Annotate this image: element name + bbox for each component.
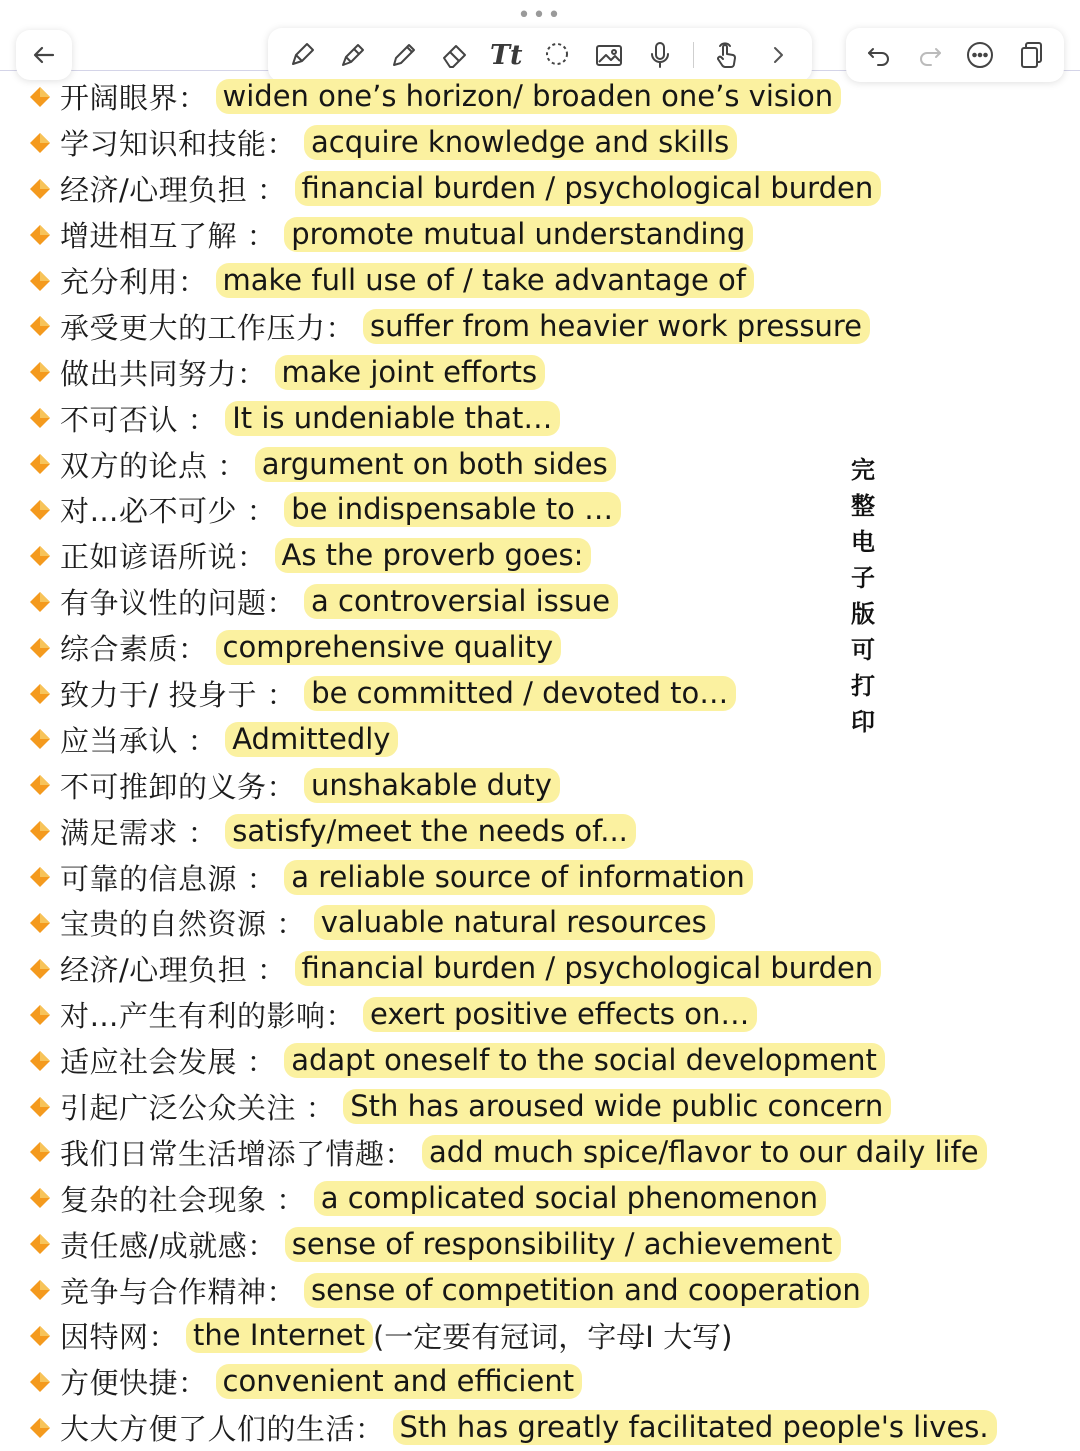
side-note-char: 印 [851,708,875,736]
diamond-bullet-icon [30,959,50,979]
side-note [848,452,878,740]
phrase-row [30,762,1070,808]
phrase-row [30,120,1070,166]
chinese-term: 对…必不可少 ： [60,494,277,529]
diamond-bullet-icon [30,867,50,887]
chinese-term: 经济/心理负担 ： [60,173,287,208]
english-translation: suffer from heavier work pressure [363,309,870,344]
phrase-row [30,1221,1070,1267]
chinese-term: 充分利用： [60,265,208,299]
diamond-bullet-icon [30,1005,50,1025]
diamond-bullet-icon [30,1280,50,1300]
chinese-term: 不可否认 ： [60,402,218,437]
diamond-bullet-icon [30,316,50,336]
phrase-row [30,625,1070,671]
english-translation: comprehensive quality [216,630,562,665]
window-grabber[interactable]: ••• [517,3,563,28]
chinese-term: 可靠的信息源 ： [60,861,277,896]
english-translation: the Internet [186,1318,373,1353]
chinese-term: 做出共同努力： [60,356,267,391]
chinese-term: 适应社会发展 ： [60,1045,277,1080]
english-translation: widen one’s horizon/ broaden one’s vision [216,79,842,114]
phrase-row [30,1313,1070,1359]
highlighter-icon[interactable] [335,37,371,73]
microphone-icon[interactable] [642,37,678,73]
chinese-term: 综合素质： [60,632,208,667]
chinese-term: 承受更大的工作压力： [60,310,356,345]
english-translation: a complicated social phenomenon [314,1181,826,1216]
phrase-row [30,900,1070,946]
chinese-term: 正如谚语所说： [60,540,267,575]
english-translation: be committed / devoted to… [304,676,736,711]
english-translation: satisfy/meet the needs of... [225,814,636,849]
chinese-term: 因特网： [60,1320,179,1355]
english-translation: a controversial issue [304,584,618,619]
chinese-term: 我们日常生活增添了情趣： [60,1136,415,1171]
diamond-bullet-icon [30,1142,50,1162]
english-translation: a reliable source of information [284,860,753,895]
diamond-bullet-icon [30,821,50,841]
redo-icon[interactable] [912,37,948,73]
side-note-char: 整 [851,492,875,520]
phrase-row [30,166,1070,212]
phrase-row [30,808,1070,854]
english-translation: financial burden / psychological burden [295,171,882,206]
side-note-char: 子 [851,564,875,592]
diamond-bullet-icon [30,546,50,566]
diamond-bullet-icon [30,225,50,245]
chinese-term: 经济/心理负担 ： [60,953,287,988]
english-translation: It is undeniable that… [225,401,560,436]
diamond-bullet-icon [30,913,50,933]
english-translation: make full use of / take advantage of [216,263,755,298]
diamond-bullet-icon [30,1418,50,1438]
chinese-term: 增进相互了解 ： [60,219,277,254]
diamond-bullet-icon [30,1234,50,1254]
english-translation: As the proverb goes: [275,538,592,573]
phrase-row [30,74,1070,120]
diamond-bullet-icon [30,1372,50,1392]
touch-gesture-icon[interactable] [709,37,745,73]
phrase-row [30,1084,1070,1130]
chinese-term: 双方的论点 ： [60,448,247,483]
chinese-term: 方便快捷： [60,1366,208,1401]
diamond-bullet-icon [30,1051,50,1071]
back-button[interactable] [16,30,72,80]
pencil-icon[interactable] [386,37,422,73]
english-translation: add much spice/flavor to our daily life [422,1135,987,1170]
chinese-term: 学习知识和技能： [60,127,297,162]
english-translation: acquire knowledge and skills [304,125,737,160]
english-translation: convenient and efficient [216,1364,583,1399]
chinese-term: 对…产生有利的影响： [60,999,356,1034]
phrase-row [30,1267,1070,1313]
phrase-row [30,1405,1070,1451]
english-translation: unshakable duty [304,768,560,803]
chinese-term: 竞争与合作精神： [60,1274,297,1309]
english-translation: Sth has greatly facilitated people's lives. [393,1410,997,1445]
phrase-row [30,395,1070,441]
side-note-char: 版 [851,600,875,628]
diamond-bullet-icon [30,271,50,291]
english-translation: promote mutual understanding [284,217,753,252]
english-translation: adapt oneself to the social development [284,1043,885,1078]
phrase-row [30,1038,1070,1084]
english-translation: valuable natural resources [314,905,715,940]
diamond-bullet-icon [30,729,50,749]
chevron-right-icon[interactable] [760,37,796,73]
side-note-char: 电 [851,528,875,556]
chinese-term: 致力于/ 投身于 ： [60,678,297,713]
phrase-row [30,671,1070,717]
diamond-bullet-icon [30,87,50,107]
diamond-bullet-icon [30,592,50,612]
pages-icon[interactable] [1013,37,1049,73]
diamond-bullet-icon [30,684,50,704]
chinese-term: 大大方便了人们的生活： [60,1412,385,1447]
diamond-bullet-icon [30,1097,50,1117]
phrase-row [30,946,1070,992]
side-note-char: 打 [851,672,875,700]
phrase-row [30,716,1070,762]
phrase-row [30,258,1070,304]
english-translation: be indispensable to … [284,492,621,527]
undo-icon[interactable] [861,37,897,73]
diamond-bullet-icon [30,362,50,382]
chinese-term: 宝贵的自然资源 ： [60,907,306,942]
diamond-bullet-icon [30,1326,50,1346]
toolbar-separator [693,42,694,68]
english-translation: sense of competition and cooperation [304,1273,869,1308]
phrase-row [30,349,1070,395]
phrase-row [30,1129,1070,1175]
more-icon[interactable] [962,37,998,73]
chinese-term: 引起广泛公众关注 ： [60,1091,336,1126]
image-icon[interactable] [591,37,627,73]
side-note-char: 完 [851,456,875,484]
arrow-left-icon [26,37,62,73]
diamond-bullet-icon [30,179,50,199]
side-note-char: 可 [851,636,875,664]
phrase-row [30,533,1070,579]
diamond-bullet-icon [30,454,50,474]
chinese-term: 满足需求 ： [60,815,218,850]
diamond-bullet-icon [30,408,50,428]
chinese-term: 有争议性的问题： [60,586,297,621]
english-translation: Sth has aroused wide public concern [343,1089,891,1124]
lasso-icon[interactable] [539,37,575,73]
chinese-term: 开阔眼界： [60,81,208,116]
phrase-row [30,487,1070,533]
pen-icon[interactable] [284,37,320,73]
phrase-row [30,212,1070,258]
chinese-term: 不可推卸的义务： [60,769,297,804]
text-tool-icon[interactable]: Tt [489,39,523,71]
english-translation: sense of responsibility / achievement [285,1227,841,1262]
chinese-term: 复杂的社会现象 ： [60,1182,306,1217]
phrase-list [30,74,1070,1451]
phrase-row [30,303,1070,349]
diamond-bullet-icon [30,500,50,520]
diamond-bullet-icon [30,133,50,153]
english-translation: make joint efforts [275,355,546,390]
chinese-term: 责任感/成就感： [60,1228,277,1263]
english-translation: exert positive effects on… [363,997,757,1032]
english-translation: Admittedly [225,722,398,757]
phrase-row [30,579,1070,625]
diamond-bullet-icon [30,1188,50,1208]
diamond-bullet-icon [30,775,50,795]
english-translation: financial burden / psychological burden [295,951,882,986]
usage-note: (一定要有冠词，字母I 大写) [372,1320,733,1355]
phrase-row [30,441,1070,487]
phrase-row [30,1359,1070,1405]
phrase-row [30,992,1070,1038]
chinese-term: 应当承认 ： [60,723,218,758]
english-translation: argument on both sides [255,447,616,482]
eraser-icon[interactable] [437,37,473,73]
diamond-bullet-icon [30,638,50,658]
phrase-row [30,1175,1070,1221]
phrase-row [30,854,1070,900]
